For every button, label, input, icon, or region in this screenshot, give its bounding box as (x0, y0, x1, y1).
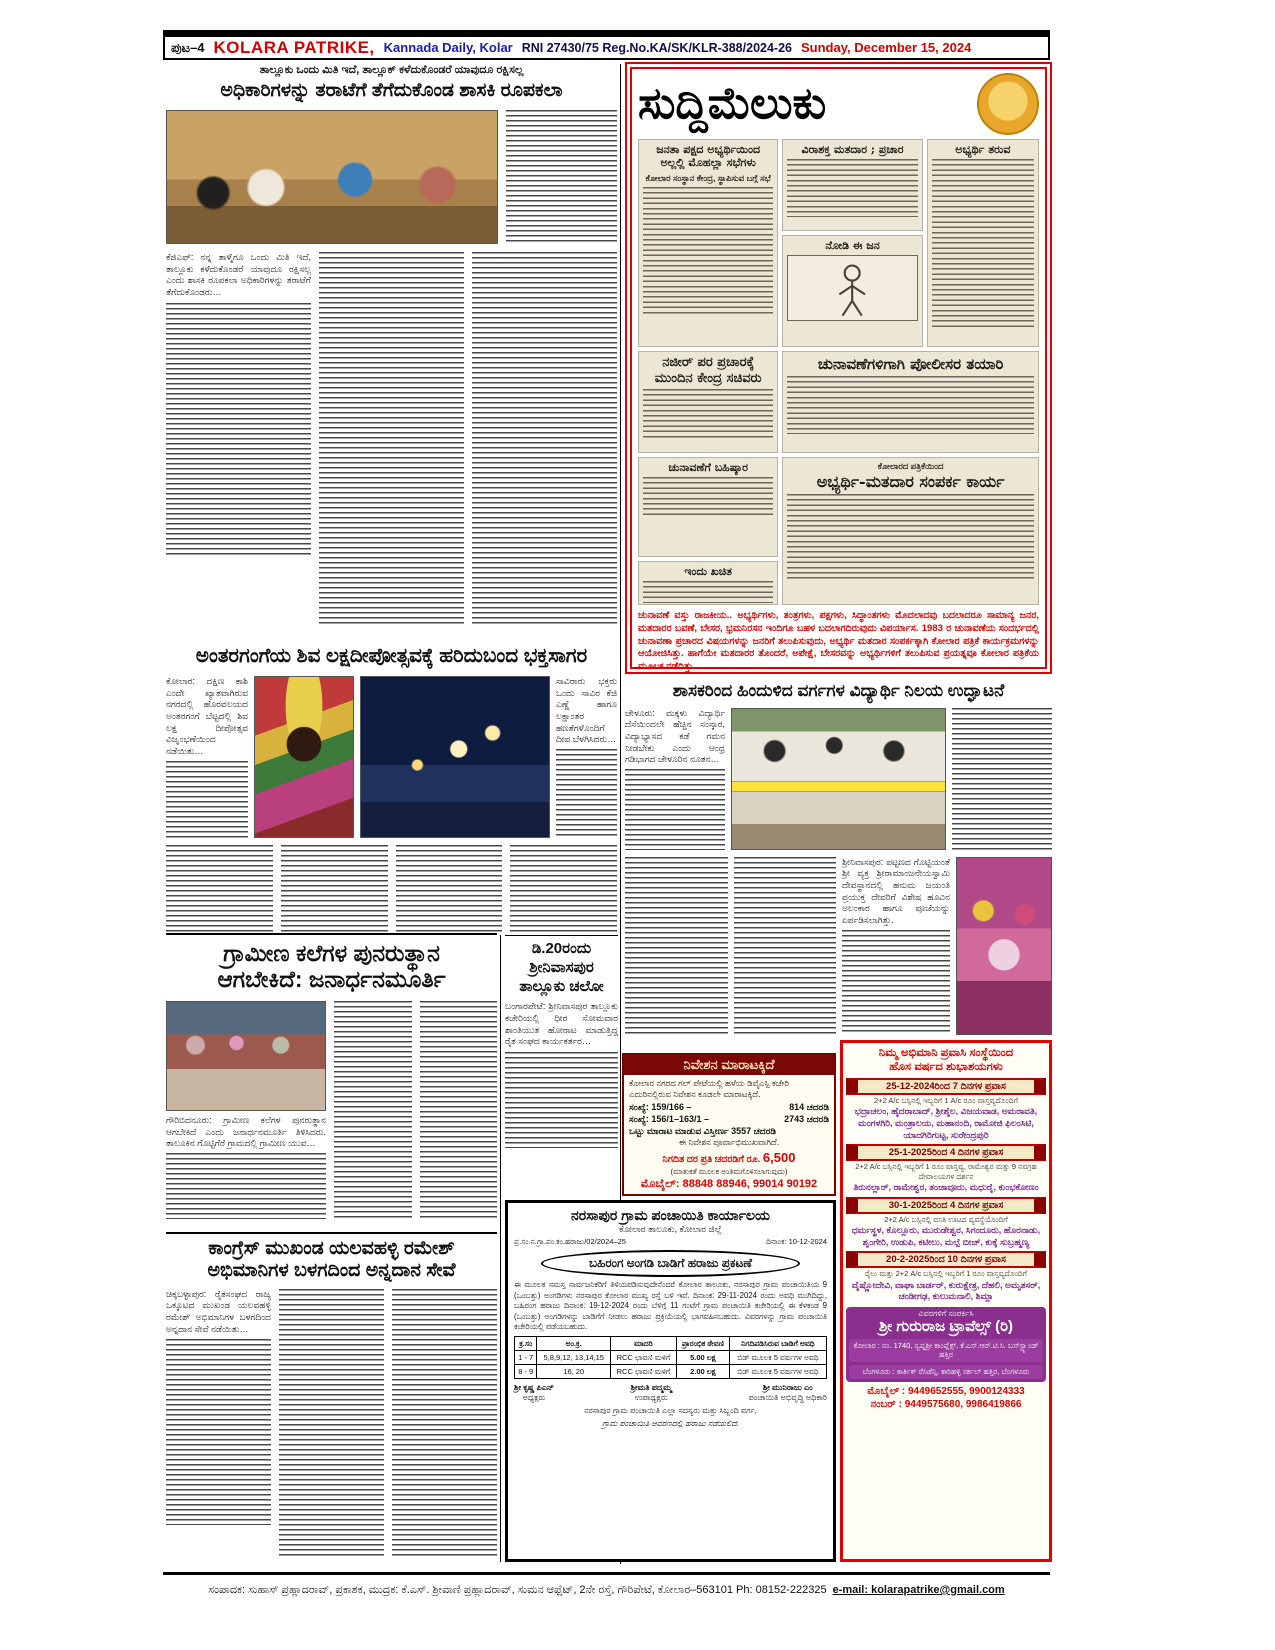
text-lines (319, 252, 464, 624)
issue-date: Sunday, December 15, 2024 (801, 40, 972, 55)
text-lines (396, 845, 503, 933)
article-kicker: ತಾಲ್ಲೂಕು ಒಂದು ಮಿತಿ ಇದೆ, ತಾಲ್ಲೂಕ್ ಕಳೆದುಕೊಂಡರೆ ಯಾವುದೂ ರಕ್ಷಿಸಲ್ಲ (259, 64, 524, 76)
clipping-subhead: ಕೋಲಾರ ಸಂಸ್ಥಾನ ಕೇಂದ್ರ, ಸ್ಥಾಪಿಸುವ ಬಗ್ಗೆ ಸಭೆ (645, 173, 771, 184)
temple-night-photo (360, 676, 550, 838)
text-lines (472, 252, 617, 624)
article-chalo (505, 940, 618, 1196)
imprint-footer (163, 1572, 1050, 1605)
paper-subtitle: Kannada Daily, Kolar (383, 40, 513, 55)
group-photo (166, 1001, 326, 1111)
hanuma-jayanti-deity-photo (956, 857, 1052, 1035)
article-headline-line1: ಕಾಂಗ್ರೆಸ್ ಮುಖಂಡ ಯಲವಹಳ್ಳಿ ರಮೇಶ್ (208, 1238, 455, 1259)
cartoon-illustration (787, 255, 917, 321)
text-lines (734, 857, 837, 1035)
total-area: ಒಟ್ಟು ಮಾರಾಟ ಮಾಡುವ ವಿಸ್ತೀರ್ಣ 3557 ಚದರಡಿ (629, 1126, 776, 1137)
section-rule (166, 1232, 497, 1234)
ad-intro: ಕೋಲಾರ ನಗರದ ಗಲ್ ಪೇಟೆಯಲ್ಲಿ ಹಳೆಯ ಡಿವೈಎಸ್ಪಿ ಕಚೇರಿ ಎದುರಿನಲ್ಲಿರುವ ನಿವೇಶನ ಕೂಡಲೇ ಮಾರಾಟಕ್ಕಿದೆ. (629, 1078, 789, 1100)
clipping-abhyarthi (927, 139, 1039, 347)
table-header: ಮಾದರಿ (611, 1336, 677, 1350)
tour-note-2: 2+2 A/c ಬಸ್ಸಿನಲ್ಲಿ ಇಬ್ಬರಿಗೆ 1 ರೂಂ ವಾಸ್ತವ್ಯ, ರಾಮೇಶ್ವರ ಮತ್ತು 9 ನವಗ್ರಹ ದೇವಾಲಯಗಳ ದರ್ಶನ (855, 1162, 1037, 1181)
text-lines (952, 708, 1052, 850)
clipping-headline: ನಜೀರ್ ಪರ ಪ್ರಚಾರಕ್ಕೆ ಮುಂದಿನ ಕೇಂದ್ರ ಸಚಿವರು (654, 355, 762, 386)
clipping-stack (638, 457, 778, 605)
clipping-headline: ಜನತಾ ಪಕ್ಷದ ಅಭ್ಯರ್ಥಿಯಿಂದ ಅಲ್ಲಲ್ಲಿ ಮೊಹಲ್ಲಾ ಸಭೆಗಳು (656, 143, 761, 170)
office-title: ನರಸಾಪುರ ಗ್ರಾಮ ಪಂಚಾಯಿತಿ ಕಾರ್ಯಾಲಯ (570, 1207, 771, 1223)
email-address: e-mail: kolarapatrike@gmail.com (832, 1584, 1005, 1596)
company-name: ಶ್ರೀ ಗುರುರಾಜ ಟ್ರಾವೆಲ್ಸ್ (ರಿ) (878, 1318, 1014, 1336)
phone-numbers-2: ನಂಬರ್ : 9449575680, 9986419866 (870, 1398, 1022, 1410)
article-body: ಚೇಳೂರು: ಮಕ್ಕಳು ವಿದ್ಯಾರ್ಥಿ ದೆಸೆಯಿಂದಲೇ ಹೆಚ್ಚಿನ ಸಂಸ್ಕಾರ, ವಿದ್ಯಾಭ್ಯಾಸದ ಕಡೆ ಗಮನ ನೀಡಬೇಕು ಎಂದು ಆಂಧ್ರ ಗಡಿಭಾಗದ ಚೇಳೂರಿನ ನೂತನ… (625, 707, 725, 765)
page-number: ಪುಟ–4 (171, 39, 205, 55)
article-body: ಬಂಗಾರಪೇಟೆ: ಶ್ರೀನಿವಾಸಪುರ ತಾಲ್ಲೂಕು ಕಚೇರಿಯಲ್ಲಿ ಧೀರ ಸೋಮವಾರ ಶಾಂತಿಯುತ ಹೋರಾಟ ಮಾಡುತ್ತಿದ್ದ ರೈತ ಸಂಘದ ಕಾರ್ಯಕರ್ತರ… (505, 1001, 618, 1047)
phone-numbers-1: ಮೊಬೈಲ್ : 9449652555, 9900124333 (867, 1385, 1025, 1397)
clipping-janata (638, 139, 778, 347)
tour-places-2: ತಿರುನಲ್ಲಾರ್, ರಾಮೇಶ್ವರ, ತಂಜಾವೂರು, ಮಧುರೈ, ಕುಂಭಕೋಣಂ (853, 1181, 1039, 1192)
text-lines (505, 1052, 618, 1148)
tour-note-3: 2+2 A/c ಬಸ್ಸಿನಲ್ಲಿ ವಸತಿ ಊಟದ ವ್ಯವಸ್ಥೆಯೊಂದಿಗೆ (884, 1214, 1008, 1224)
article-headline-line2: ಆಗಬೇಕಿದೆ: ಜನಾರ್ಧನಮೂರ್ತಿ (217, 966, 446, 993)
article-headline: ಅಂತರಗಂಗೆಯ ಶಿವ ಲಕ್ಷದೀಪೋತ್ಸವಕ್ಕೆ ಹರಿದುಬಂದ ಭಕ್ತಸಾಗರ (195, 645, 588, 667)
tour-date-3: 30-1-2025ರಿಂದ 4 ದಿನಗಳ ಪ್ರವಾಸ (846, 1197, 1046, 1214)
clipping-kicker: ಕೋಲಾರದ ಪತ್ರಿಕೆಯಿಂದ (877, 461, 944, 471)
tour-date-2: 25-1-2025ರಿಂದ 4 ದಿನಗಳ ಪ್ರವಾಸ (846, 1144, 1046, 1161)
table-header: ಅಂ.ಕ್ರ. (537, 1336, 611, 1350)
ribbon-cutting-photo (731, 708, 946, 850)
column-rule (500, 935, 501, 1562)
clipping-headline: ವಿರಾಶಕ್ತ ಮತದಾರ ; ಪ್ರಚಾರ (801, 143, 904, 156)
clipping-headline: ಅಭ್ಯರ್ಥಿ ತರುವ (955, 143, 1011, 156)
text-lines (166, 303, 311, 558)
site-number-2: ಸಂಖ್ಯೆ: 156/1–163/1 – (629, 1114, 709, 1125)
text-lines (506, 110, 617, 244)
notice-footnote-1: ನರಸಾಪುರ ಗ್ರಾಮ ಪಂಚಾಯಿತಿ ಎಲ್ಲಾ ಸದಸ್ಯರು ಮತ್ತು ಸಿಬ್ಬಂದಿ ವರ್ಗ, (584, 1405, 757, 1415)
text-lines (643, 581, 773, 603)
travel-company-block (846, 1307, 1046, 1382)
site-area-2: 2743 ಚದರಡಿ (784, 1114, 829, 1125)
article-deepotsava (166, 645, 617, 930)
deity-photo (254, 676, 354, 838)
signatory-vice-president: ಶ್ರೀಮತಿ ಪದ್ಮಮ್ಮ ಉಪಾಧ್ಯಕ್ಷರು (630, 1382, 672, 1402)
registration-number: RNI 27430/75 Reg.No.KA/SK/KLR-388/2024-26 (521, 40, 792, 55)
site-sale-ad (622, 1053, 836, 1196)
section-rule (166, 933, 497, 935)
article-officials (166, 64, 617, 640)
travel-ad (840, 1040, 1052, 1562)
ad-title: ನಿವೇಶನ ಮಾರಾಟಕ್ಕಿದೆ (624, 1055, 834, 1075)
tour-date-1: 25-12-2024ರಿಂದ 7 ದಿನಗಳ ಪ್ರವಾಸ (846, 1078, 1046, 1095)
article-body: ಕೋಲಾರ: ದಕ್ಷಿಣ ಕಾಶಿ ಎಂದೇ ಖ್ಯಾತವಾಗಿರುವ ನಗರದಲ್ಲಿ ಹೊರವಲಯದ ಅಂತರಗಂಗೆ ಬೆಟ್ಟದಲ್ಲಿ ಶಿವ ಲಕ್ಷ ದೀಪೋತ್ಸವ ವಿಜೃಂಭಣೆಯಿಂದ ನಡೆಯಿತು… (166, 676, 248, 757)
text-lines (334, 1001, 412, 1219)
clipping-today (638, 561, 778, 605)
text-lines (420, 1001, 498, 1219)
cartoon-title: ನೋಡಿ ಈ ಜನ (825, 239, 880, 252)
clipping-headline: ಚುನಾವಣೆಗೆ ಬಹಿಷ್ಕಾರ (668, 461, 748, 474)
article-hostel (625, 681, 1052, 1033)
cartoon-figure-icon (788, 256, 916, 320)
srinivasapura-brief: ಶ್ರೀನಿವಾಸಪುರ: ಪಟ್ಟಣದ ಗೊಟ್ಟಿಯಂತೆ ಶ್ರೀ ವ್ಯಕ್ತ ಶ್ರೀರಾಮಾಂಜನೇಯಸ್ವಾಮಿ ದೇವಸ್ಥಾನದಲ್ಲಿ ಹನುಮ ಜಯಂತಿ ಪ್ರಯುಕ್ತ ದೇವರಿಗೆ ವಿಶೇಷ ಹೂವಿನ ಅಲಂಕಾರ ಹಾಗೂ ಪೂಜೆಯನ್ನು ಏರ್ಪಡಿಸಲಾಗಿತ್ತು. (842, 856, 950, 925)
ad-title-line1: ನಿಮ್ಮ ಅಭಿಮಾನಿ ಪ್ರವಾಸಿ ಸಂಸ್ಥೆಯಿಂದ (878, 1047, 1014, 1059)
clipping-sampark (782, 457, 1039, 605)
article-body: ಕೆಜಿಎಫ್: ನನ್ನ ತಾಳ್ಮೆಗೂ ಒಂದು ಮಿತಿ ಇದೆ, ತಾಲ್ಲೂಕು ಕಳೆದುಕೊಂಡರೆ ಯಾವುದೂ ರಕ್ಷಿಸಲ್ಲ ಎಂದು ಶಾಸಕಿ ರೂಪಕಲಾ ಅಧಿಕಾರಿಗಳನ್ನು ತರಾಟೆಗೆ ತೆಗೆದುಕೊಂಡರು… (166, 251, 311, 297)
text-lines (932, 159, 1034, 327)
signatory-pdo: ಶ್ರೀ ಮುನಿರಾಜು ಎಂ ಪಂಚಾಯಿತಿ ಅಭಿವೃದ್ಧಿ ಅಧಿಕಾರಿ (748, 1382, 827, 1402)
clipping-cartoon (782, 235, 922, 347)
reference-number: ಪ್ರ.ಸಂ.ನ.ಗ್ರಾ.ಪಂ.ಕಂ.ಹರಾಜು/02/2024–25 (514, 1237, 626, 1246)
site-area-1: 814 ಚದರಡಿ (789, 1101, 829, 1112)
text-lines (166, 761, 248, 838)
ribbon (732, 781, 945, 792)
suddimeluku-box (625, 62, 1052, 674)
text-lines (510, 845, 617, 933)
notice-title: ಬಹಿರಂಗ ಅಂಗಡಿ ಬಾಡಿಗೆ ಹರಾಜು ಪ್ರಕಟಣೆ (541, 1250, 800, 1277)
table-row: 8 - 9 16, 20 RCC ಛಾವಣಿ ಮಳಿಗೆ 2.00 ಲಕ್ಷ ಬಿಡ್ ಮೂಲಕ 5 ವರ್ಷಗಳ ಅವಧಿ (515, 1364, 827, 1378)
kolara-patrike-emblem-icon (977, 73, 1039, 135)
tour-places-4: ವೈಷ್ಣೋದೇವಿ, ವಾಘಾ ಬಾರ್ಡರ್, ಕುರುಕ್ಷೇತ್ರ, ದೆಹಲಿ, ಅಮೃತಸರ್, ಚಂಡೀಗಢ, ಕುಲುಮನಾಲಿ, ಶಿಮ್ಲಾ (851, 1279, 1041, 1302)
company-address-bengaluru: ಬೆಂಗಳೂರು : ಕಾರ್ತಿಕ್ ರೆಸಿಡೆನ್ಸಿ, ಕಾರಿಹಳ್ಳಿ ಸರ್ಕಲ್ ಹತ್ತಿರ, ಬೆಂಗಳೂರು (849, 1365, 1043, 1379)
site-facing: ಈ ನಿವೇಶನ ಪೂರ್ವಾಭಿಮುಖವಾಗಿದೆ. (678, 1137, 780, 1148)
ad-note: (ಮಾತುಕತೆ ಮೂಲಕ ಅಂತಿಮಗೊಳಿಸಲಾಗುವುದು) (670, 1166, 788, 1176)
mobile-label: ಮೊಬೈಲ್: (640, 1177, 680, 1190)
tour-date-4: 20-2-2025ರಿಂದ 10 ದಿನಗಳ ಪ್ರವಾಸ (846, 1251, 1046, 1268)
article-headline: ಡಿ.20ರಂದು ಶ್ರೀನಿವಾಸಪುರ ತಾಲ್ಲೂಕು ಚಲೋ (519, 940, 604, 995)
text-lines (643, 477, 773, 515)
imprint-text: ಸಂಪಾದಕ: ಸುಹಾಸ್ ಪ್ರಹ್ಲಾದರಾವ್, ಪ್ರಕಾಶಕ, ಮುದ್ರಕ: ಕೆ.ಎಸ್. ಶ್ರೀವಾಣಿ ಪ್ರಹ್ಲಾದರಾವ್, ಸುಮನ ಆಫ್ಸೆಟ್, 2ನೇ ರಸ್ತೆ, ಗೌರಿಪೇಟೆ, ಕೋಲಾರ–563101 Ph: 08152-222325 (208, 1583, 827, 1596)
section-rule (505, 935, 618, 936)
tour-note-1: 2+2 A/c ಬಸ್ಸಿನಲ್ಲಿ ಇಬ್ಬರಿಗೆ 1 A/c ರೂಂ ವಾಸ್ತವ್ಯದೊಂದಿಗೆ (874, 1095, 1018, 1105)
notice-footnote-2: ಗ್ರಾಮ ಪಂಚಾಯಿತಿ ಆವರಣದಲ್ಲಿ ಹರಾಜು ನಡೆಯಲಿದೆ. (602, 1418, 739, 1428)
article-headline: ಅಧಿಕಾರಿಗಳನ್ನು ತರಾಟೆಗೆ ತೆಗೆದುಕೊಂಡ ಶಾಸಕಿ ರೂಪಕಲಾ (220, 80, 563, 101)
masthead (163, 30, 1050, 60)
text-lines (625, 857, 728, 1035)
text-lines (643, 187, 773, 315)
article-headline-line2: ಅಭಿಮಾನಿಗಳ ಬಳಗದಿಂದ ಅನ್ನದಾನ ಸೇವೆ (207, 1259, 456, 1281)
tour-places-3: ಧರ್ಮಸ್ಥಳ, ಕೊಲ್ಲೂರು, ಮುರುಡೇಶ್ವರ, ಸಿಗಂದೂರು, ಹೊರನಾಡು, ಶೃಂಗೇರಿ, ಉಡುಪಿ, ಕಟೀಲು, ಮಲ್ಪೆ ಬೀಚ್, ಕುಕ್ಕೆ ಸುಬ್ರಹ್ಮಣ್ಯ (851, 1225, 1041, 1247)
table-header: ಪ್ರಾರಂಭಿಕ ಠೇವಣಿ (676, 1336, 729, 1350)
text-lines (842, 930, 950, 1035)
meeting-photo (166, 110, 498, 244)
text-lines (166, 1339, 271, 1525)
table-row: 1 - 7 5,8,9,12, 13,14,15 RCC ಛಾವಣಿ ಮಳಿಗೆ 5.00 ಲಕ್ಷ ಬಿಡ್ ಮೂಲಕ 5 ವರ್ಷಗಳ ಅವಧಿ (515, 1350, 827, 1364)
article-headline: ಶಾಸಕರಿಂದ ಹಿಂದುಳಿದ ವರ್ಗಗಳ ವಿದ್ಯಾರ್ಥಿ ನಿಲಯ ಉದ್ಘಾಟನೆ (672, 681, 1005, 700)
article-body-right: ಸಾವಿರಾರು ಭಕ್ತರು ಒಂದು ಸಾವಿರ ಕೆಜಿ ಎಣ್ಣೆ ಹಾಗೂ ಲಕ್ಷಾಂತರ ಹಣತೆಗಳೊಂದಿಗೆ ದೀಪ ಬೆಳಗಿಸಿದರು… (556, 676, 617, 745)
tour-note-4: ರೈಲು ಮತ್ತು 2+2 A/c ಬಸ್ಸಿನಲ್ಲಿ ಇಬ್ಬರಿಗೆ 1 ರೂಂ ವಾಸ್ತವ್ಯದೊಂದಿಗೆ (864, 1269, 1028, 1279)
text-lines (556, 749, 617, 838)
clipping-headline: ಚುನಾವಣೆಗಳಿಗಾಗಿ ಪೋಲೀಸರ ತಯಾರಿ (817, 355, 1004, 373)
clipping-virakta (782, 139, 922, 231)
mobile-numbers: 88848 88946, 99014 90192 (682, 1177, 818, 1190)
text-lines (166, 845, 273, 933)
signatory-president: ಶ್ರೀ ಕೃಷ್ಣ ಪಿಎನ್ ಅಧ್ಯಕ್ಷರು (514, 1382, 554, 1402)
clipping-headline: ಅಭ್ಯರ್ಥಿ-ಮತದಾರ ಸಂಪರ್ಕ ಕಾರ್ಯ (816, 472, 1005, 491)
ad-title-line2: ಹೊಸ ವರ್ಷದ ಶುಭಾಶಯಗಳು (889, 1061, 1003, 1074)
panchayat-notice (505, 1200, 836, 1562)
text-lines (787, 494, 1034, 580)
price-value: 6,500 (762, 1149, 796, 1165)
text-lines (166, 1153, 326, 1219)
article-rural-arts (166, 940, 497, 1228)
clipping-boycott (638, 457, 778, 557)
article-body: ಚಿಕ್ಕಬಳ್ಳಾಪುರ: ರೈತಸಂಘದ ರಾಜ್ಯ ಒಕ್ಕೂಟದ ಮುಖಂಡ ಯಲವಹಳ್ಳಿ ರಮೇಶ್ ಅಭಿಮಾನಿಗಳ ಬಳಗದಿಂದ ಅನ್ನದಾನ ಸೇವೆ ನಡೆಯಿತು… (166, 1288, 271, 1334)
auction-table (514, 1336, 827, 1379)
clipping-police (782, 351, 1039, 453)
article-lead: ಗೌರಿಬಿದನೂರು: ಗ್ರಾಮೀಣ ಕಲೆಗಳ ಪುನರುತ್ಥಾನ ಆಗಬೇಕಿದೆ ಎಂದು ಜನಾರ್ಧನಮೂರ್ತಿ ತಿಳಿಸಿದರು. ತಾಲೂಕಿನ ಗೊಟ್ಟಿಗೆರೆ ಗ್ರಾಮದಲ್ಲಿ ಗ್ರಾಮೀಣ ಯುವ… (166, 1114, 326, 1149)
table-header: ನಿಗದಿಪಡಿಸಿರುವ ಬಾಡಿಗೆ ಅವಧಿ (729, 1336, 826, 1350)
notice-date: ದಿನಾಂಕ: 10-12-2024 (766, 1237, 827, 1246)
text-lines (392, 1289, 497, 1557)
editor-commentary: ಚುನಾವಣೆ ವಸ್ತು ರಾಜಕೀಯ.. ಅಭ್ಯರ್ಥಿಗಳು, ತಂತ್ರಗಳು, ಪಕ್ಷಗಳು, ಸಿದ್ಧಾಂತಗಳು ಮೊದಲಾದವು ಬದಲಾದರೂ ಸಾಮಾನ್ಯ ಜನರ, ಮತದಾರರ ಬವಣೆ, ಬೇಸರ, ಭ್ರಮನಿರಸನ ಇಂದಿಗೂ ಬಹಳ ಬದಲಾಗದಿರುವುದು ವಿಪರ್ಯಾಸ. 1983 ರ ಚುನಾವಣೆಯ ಸಂದರ್ಭದಲ್ಲಿ ಚುನಾವಣಾ ಪ್ರಚಾರದ ವಿಷಯಗಳನ್ನು ಜನರಿಗೆ ತಲುಪಿಸುವುದು, ಅಭ್ಯರ್ಥಿ ಮತದಾರ ಸಂಪರ್ಕಕ್ಕಾಗಿ ಕೋಲಾರ ಪತ್ರಿಕೆ ಕಾರ್ಯಕ್ರಮಗಳನ್ನು ಆಯೋಜಿಸಿತ್ತು. ಹಾಗೆಯೇ ಮತದಾರರ ತೊಂದರೆ, ಅಪೇಕ್ಷೆ, ಬೇಸರವನ್ನು ಅಭ್ಯರ್ಥಿಗಳಿಗೆ ತಲುಪಿಸುವ ಪ್ರಯತ್ನವೂ ಕೋಲಾರ ಪತ್ರಿಕೆಯ ಮೂಲಕ ನಡೆದಿತ್ತು (638, 610, 1039, 673)
text-lines (787, 376, 1034, 434)
article-congress (166, 1238, 497, 1564)
paper-title: KOLARA PATRIKE, (213, 37, 375, 57)
text-lines (281, 845, 388, 933)
tour-places-1: ಭದ್ರಾಚಲಂ, ಹೈದರಾಬಾದ್, ಶ್ರೀಶೈಲ, ವಿಜಯವಾಡ, ಅಮರಾವತಿ, ಮಂಗಳಗಿರಿ, ಮಂತ್ರಾಲಯ, ಮಹಾನಂದಿ, ರಾಮೋಜಿ ಫಿಲಂಸಿಟಿ, ಯಾದಗಿರಿಗುಟ್ಟ, ಸುರೇಂದ್ರಪುರಿ (854, 1106, 1038, 1140)
price-label: ನಿಗದಿತ ದರ ಪ್ರತಿ ಚದರಡಿಗೆ ರೂ. (662, 1153, 761, 1165)
article-headline-line1: ಗ್ರಾಮೀಣ ಕಲೆಗಳ ಪುನರುತ್ಥಾನ (223, 940, 440, 966)
text-lines (279, 1289, 384, 1557)
clipping-nazir (638, 351, 778, 453)
text-lines (643, 389, 773, 441)
contact-heading: ವಿವರಗಳಿಗೆ ಸಂಪರ್ಕಿಸಿ (918, 1309, 974, 1319)
notice-body: ಈ ಮೂಲಕ ಸಮಸ್ತ ಸಾರ್ವಜನಿಕರಿಗೆ ತಿಳಿಯಪಡಿಸುವುದೇನೆಂದರೆ ಕೋಲಾರ ತಾಲೂಕು, ನರಸಾಪುರ ಗ್ರಾಮ ಪಂಚಾಯಿತಿಯ 9 (ಒಂಬತ್ತು) ಅಂಗಡಿಗಳು ನರಸಾಪುರ ಕೋಲಾರ ಮುಖ್ಯ ರಸ್ತೆ ಬಳಿ ಇವೆ. ದಿನಾಂಕ: 29-11-2024 ರಂದು ಅವಧಿ ಮುಗಿದಿದ್ದು, ಬಹಿರಂಗ ಹರಾಜು ದಿನಾಂಕ: 19-12-2024 ರಂದು ಬೆಳಿಗ್ಗೆ 11 ಗಂಟೆಗೆ ಗ್ರಾಮ ಪಂಚಾಯಿತಿ ಕಚೇರಿಯಲ್ಲಿ ಈ ಕೆಳಕಂಡ 9 (ಒಂಬತ್ತು) ಅಂಗಡಿಗಳನ್ನು ಬಾಡಿಗೆಗೆ ನೀಡಲು ಹರಾಜು ಪ್ರಕ್ರಿಯೆಯಲ್ಲಿ ಭಾಗವಹಿಸಬಹುದು. ವಿವರಗಳನ್ನು ಗ್ರಾಮ ಪಂಚಾಯಿತಿ ಕಚೇರಿಯಲ್ಲಿ ಪಡೆಯಬಹುದು. (514, 1280, 827, 1332)
table-header: ಕ್ರ.ಸಂ (515, 1336, 537, 1350)
text-lines (625, 769, 725, 850)
office-subtitle: ಕೋಲಾರ ತಾಲೂಕು, ಕೋಲಾರ ಜಿಲ್ಲೆ (619, 1224, 722, 1234)
text-lines (787, 159, 917, 217)
company-address-kolar: ಕೋಲಾರ : ನಂ. 1740, ಸ್ವಪ್ನಶ್ರೀ ಕಾಂಪ್ಲೆಕ್ಸ್, ಕೆ.ಎಸ್.ಆರ್.ಟಿ.ಸಿ. ಬಸ್‌ಸ್ಟ್ಯಾಂಡ್ ಹತ್ತಿರ (849, 1339, 1043, 1363)
clipping-headline: ಇಂದು ಖಚಿತ (684, 565, 733, 578)
feature-title: ಸುದ್ದಿಮೆಲುಕು (638, 78, 827, 129)
clippings-collage (638, 139, 1039, 605)
site-number-1: ಸಂಖ್ಯೆ: 159/166 – (629, 1101, 692, 1112)
